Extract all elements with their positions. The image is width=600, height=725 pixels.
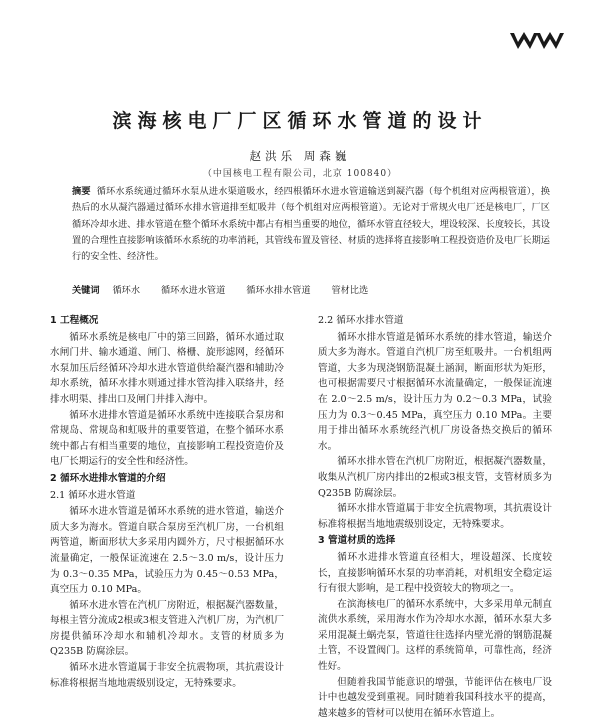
paragraph: 在滨海核电厂的循环水系统中，大多采用单元制直流供水系统，采用海水作为冷却水水源，循环水泵大多采用混凝土蜗壳泵，管道往往选择内壁光滑的钢筋混凝土管，不设置阀门。这样的系统简单，可靠性高，经济性好。: [318, 598, 552, 673]
paper-title: 滨海核电厂厂区循环水管道的设计: [112, 110, 488, 132]
section-heading: 3 管道材质的选择: [318, 535, 396, 547]
section-heading: 1 工程概况: [50, 315, 99, 326]
paragraph: 循环水进水管在汽机厂房附近，根据凝汽器数量，每根主管分流成2根或3根支管进入汽机厂房，为汽机厂房提供循环冷却水和辅机冷却水。支管的材质多为 Q235B 防腐涂层。: [50, 599, 284, 658]
keyword: 循环水排水管道: [246, 285, 311, 296]
abstract-text: 循环水系统通过循环水泵从进水渠道吸水，经四根循环水进水管道输送到凝汽器（每个机组对应两根管道），换热后的水从凝汽器通过循环水排水管道排至虹吸井（每个机组对应两根管道）。无论对于常规火电厂还是核电厂，厂区循环冷却水进、排水管道在整个循环水系统中都占有相当重要的地位，循环水管直径较大，埋设较深、长度较长，其设置的合理性直接影响该循环水系统的功率消耗，其管线布置及管径、材质的选择将直接影响工程投资造价及电厂长期运行的安全性、经济性。: [72, 186, 550, 263]
subsection-heading: 2.2 循环水排水管道: [318, 315, 404, 326]
paragraph: 循环水系统是核电厂中的第三回路，循环水通过取水闸门井、输水通道、闸门、格栅、旋形滤网，经循环水泵加压后经循环冷却水进水管道供给凝汽器和辅助冷却水系统，循环水排水则通过排水管沟排入联络井，经排水明渠、排出口及闸门井排入海中。: [50, 331, 284, 405]
affiliation: （中国核电工程有限公司，北京 100840）: [202, 169, 398, 179]
paragraph: 循环水进排水管道是循环水系统中连接联合泵房和常规岛、常规岛和虹吸井的重要管道，在整个循环水系统中都占有相当重要的地位，直接影响工程投资造价及电厂长期运行的安全性和经济性。: [50, 409, 284, 468]
section-heading: 2 循环水进排水管道的介绍: [50, 472, 166, 484]
journal-logo-icon: [508, 30, 566, 52]
authors: 赵洪乐 周森巍: [249, 149, 351, 163]
abstract: [72, 184, 550, 265]
paragraph: 但随着我国节能意识的增强，节能评估在核电厂设计中也越发受到重视。同时随着我国科技水平的提高，越来越多的管材可以使用在循环水管道上。: [318, 676, 552, 719]
paragraph: 循环水进水管道是循环水系统的进水管道，输送介质大多为海水。管道自联合泵房至汽机厂房，一台机组两管道，断面形状大多采用内圆外方，尺寸根据循环水流量确定，一般保证流速在 2.5～3.0 m/s，设计压力为 0.3～0.35 MPa，试验压力为 0.45～0.53 MPa，真空压力 0.10 MPa。: [50, 506, 284, 596]
keywords-label: 关键词: [72, 285, 100, 296]
paragraph: 循环水排水管道属于非安全抗震物项，其抗震设计标准将根据当地地震级别设定，无特殊要求。: [318, 503, 552, 530]
paragraph: 循环水进排水管道直径相大，埋设超深、长度较长，直接影响循环水泵的功率消耗，对机组安全稳定运行有很大影响，是工程中投资较大的物项之一。: [318, 551, 552, 595]
keyword: 循环水: [112, 285, 141, 296]
paragraph: 循环水排水管道是循环水系统的排水管道，输送介质大多为海水。管道自汽机厂房至虹吸井。一台机组两管道，大多为现浇钢筋混凝土涵洞，断面形状为矩形，也可根据需要尺寸根据循环水流量确定，一般保证流速在 2.0～2.5 m/s，设计压力为 0.2～0.3 MPa，试验压力为 0.3～0.45 MPa，真空压力 0.10 MPa。主要用于排出循环水系统经汽机厂房设备热交换后的循环水。: [318, 331, 552, 452]
abstract-label: 摘要: [72, 186, 91, 197]
subsection-heading: 2.1 循环水进水管道: [50, 489, 136, 501]
keyword: 循环水进水管道: [160, 285, 226, 296]
right-column: [318, 312, 552, 721]
paragraph: 循环水进水管道属于非安全抗震物项，其抗震设计标准将根据当地地震级别设定，无特殊要求。: [50, 662, 284, 689]
left-column: [50, 312, 284, 691]
keyword: 管材比选: [331, 285, 369, 296]
paragraph: 循环水排水管在汽机厂房附近，根据凝汽器数量，收集从汽机厂房内排出的2根或3根支管，支管材质多为 Q235B 防腐涂层。: [318, 456, 552, 499]
keywords: [72, 282, 550, 296]
